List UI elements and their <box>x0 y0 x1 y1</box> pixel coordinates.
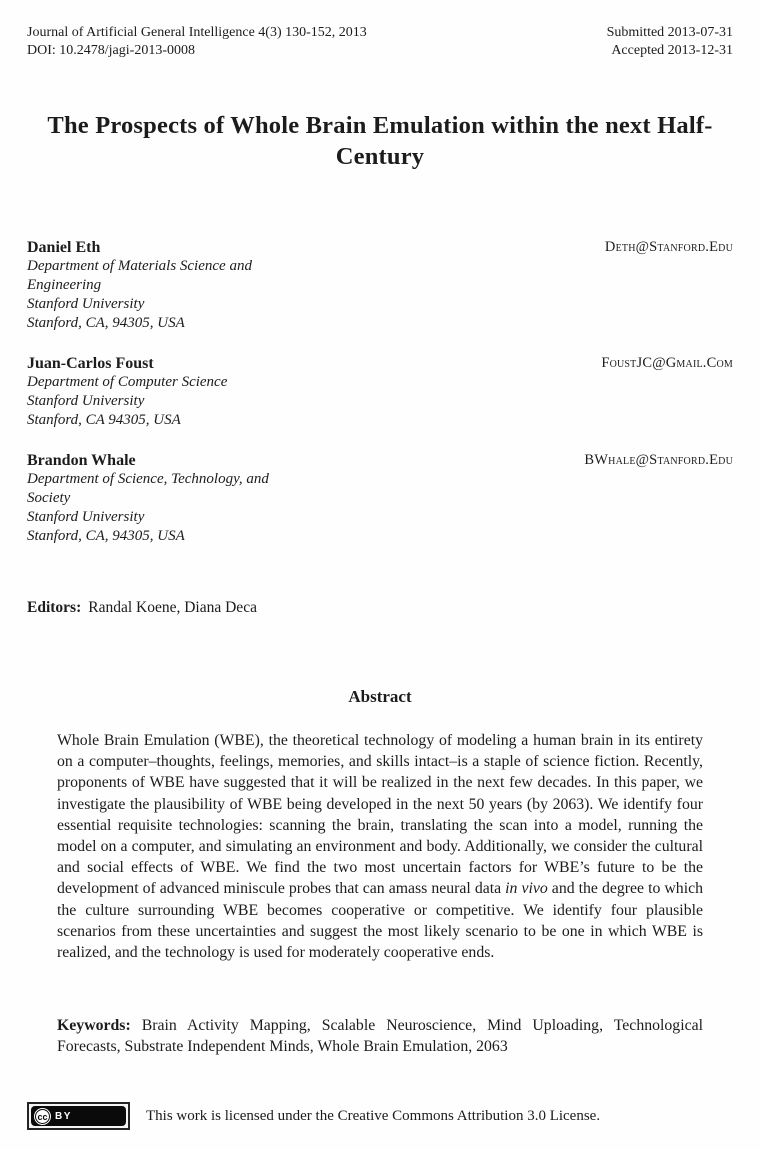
author-email: Deth@Stanford.Edu <box>604 239 733 255</box>
abstract-italic-phrase: in vivo <box>505 880 548 898</box>
authors-section <box>27 238 733 546</box>
affiliation-line: Department of Materials Science and <box>27 258 252 274</box>
author-name: Brandon Whale <box>27 452 136 469</box>
author-name: Daniel Eth <box>27 239 101 256</box>
submission-dates <box>607 24 733 60</box>
affiliation-line: Department of Computer Science <box>27 374 228 390</box>
abstract-part1: Whole Brain Emulation (WBE), the theoretical technology of modeling a human brain in its entirety on a computer–thoughts, feelings, memories, and skills intact–is a staple of science fiction. Recently, proponents of WBE have suggested that it will be realized in the next few decades. In this paper, we investigate the plausibility of WBE being developed in the next 50 years (by 2063). We identify four essential requisite technologies: scanning the brain, translating the scan into a model, running the model on a computer, and simulating an environment and body. Additionally, we consider the cultural and social effects of WBE. We find the two most uncertain factors for WBE’s future to be the development of advanced miniscule probes that can amass neural data <box>57 732 703 898</box>
author-details <box>27 238 252 333</box>
cc-icon: cc <box>35 1109 50 1124</box>
abstract-text <box>57 730 703 963</box>
author-name: Juan-Carlos Foust <box>27 355 154 372</box>
author-details <box>27 354 227 430</box>
journal-line: Journal of Artificial General Intelligence 4(3) 130-152, 2013 <box>27 25 367 40</box>
affiliation-line: Engineering <box>27 277 102 293</box>
author-block-juan-carlos-foust <box>27 354 733 430</box>
affiliation-line: Society <box>27 490 71 506</box>
abstract-heading: Abstract <box>348 687 412 706</box>
affiliation-line: Stanford, CA, 94305, USA <box>27 315 185 331</box>
affiliation-line: Stanford, CA 94305, USA <box>27 412 181 428</box>
affiliation-line: Stanford University <box>27 296 145 312</box>
keywords-line <box>57 1015 703 1057</box>
paper-title: The Prospects of Whole Brain Emulation within the next Half-Century <box>47 112 713 170</box>
editors-label: Editors: <box>27 599 82 616</box>
author-block-brandon-whale <box>27 451 733 546</box>
author-email: FoustJC@Gmail.Com <box>601 355 733 371</box>
affiliation-line: Stanford, CA, 94305, USA <box>27 528 185 544</box>
license-text: This work is licensed under the Creative Commons Attribution 3.0 License. <box>146 1107 601 1124</box>
accepted-date: Accepted 2013-12-31 <box>611 43 733 58</box>
editors-names: Randal Koene, Diana Deca <box>88 599 257 616</box>
keywords-label: Keywords: <box>57 1017 131 1035</box>
page-header <box>27 24 733 60</box>
cc-badge-inner <box>31 1106 126 1126</box>
keywords-text: Brain Activity Mapping, Scalable Neuroscience, Mind Uploading, Technological Forecasts, Substrate Independent Minds, Whole Brain Emulation, 2063 <box>57 1017 703 1056</box>
editors-line <box>27 598 733 617</box>
doi-line: DOI: 10.2478/jagi-2013-0008 <box>27 43 195 58</box>
cc-by-label: BY <box>55 1110 72 1122</box>
affiliation-line: Department of Science, Technology, and <box>27 471 269 487</box>
abstract-part2: and the degree to which the culture surrounding WBE becomes cooperative or competitive. We identify four plausible scenarios from these uncertainties and suggest the most likely scenario to be one in which WBE is realized, and the technology is used for moderately cooperative ends. <box>57 880 703 962</box>
affiliation-line: Stanford University <box>27 509 145 525</box>
author-block-daniel-eth <box>27 238 733 333</box>
cc-by-badge <box>27 1102 130 1130</box>
journal-info <box>27 24 367 60</box>
affiliation-line: Stanford University <box>27 393 145 409</box>
author-email: BWhale@Stanford.Edu <box>584 452 733 468</box>
submitted-date: Submitted 2013-07-31 <box>606 25 733 40</box>
license-footer <box>27 1102 733 1130</box>
author-details <box>27 451 269 546</box>
